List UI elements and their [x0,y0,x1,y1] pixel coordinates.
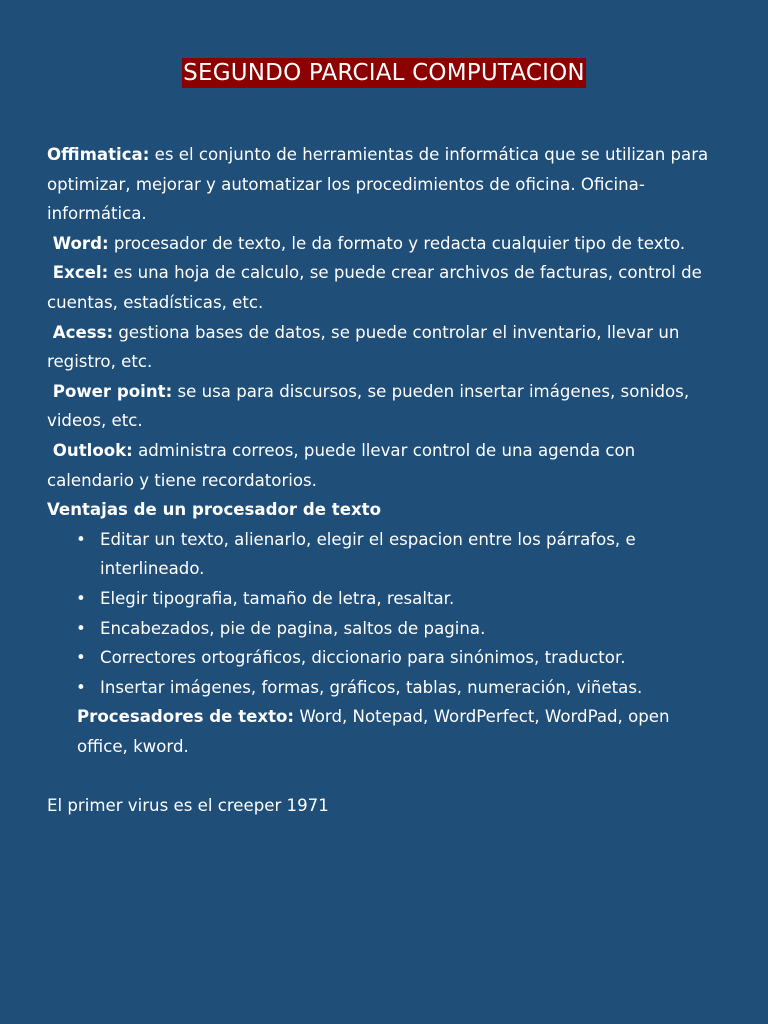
paragraph-acess [47,318,721,377]
list-item-text: Elegir tipografia, tamaño de letra, resaltar. [100,588,455,608]
paragraph-power-point [47,377,721,436]
term-label: Acess: [47,322,114,342]
list-item-text: Encabezados, pie de pagina, saltos de pagina. [100,618,486,638]
title-block [47,0,721,88]
list-item [76,584,721,614]
term-label: Offimatica: [47,145,150,164]
list-item-text: Insertar imágenes, formas, gráficos, tablas, numeración, viñetas. [100,677,643,697]
term-definition: es el conjunto de herramientas de informática que se utilizan para optimizar, mejorar y automatizar los procedimientos de oficina. Oficina-informática. [47,145,709,224]
list-item-text: Correctores ortográficos, diccionario para sinónimos, traductor. [100,648,626,668]
term-label: Excel: [47,263,109,283]
list-item-text: Editar un texto, alienarlo, elegir el espacion entre los párrafos, e interlineado. [100,529,636,579]
paragraph-offimatica [47,140,721,229]
ventajas-heading: Ventajas de un procesador de texto [47,500,381,520]
term-definition: Word, Notepad, WordPerfect, WordPad, open office, kword. [77,707,670,756]
document-body [47,140,721,821]
term-label: Procesadores de texto: [77,707,295,727]
ventajas-list [47,525,721,703]
term-label: Power point: [47,381,173,401]
paragraph-excel [47,258,721,317]
bullet-icon: • [76,529,86,549]
paragraph-procesadores [47,702,721,761]
term-label: Word: [47,233,109,253]
term-definition: se usa para discursos, se pueden insertar imágenes, sonidos, videos, etc. [47,381,690,431]
list-item [76,614,721,644]
term-definition: es una hoja de calculo, se puede crear archivos de facturas, control de cuentas, estadísticas, etc. [47,263,702,312]
paragraph-word [47,229,721,259]
list-item [76,673,721,703]
bullet-icon: • [76,648,86,668]
term-definition: administra correos, puede llevar control de una agenda con calendario y tiene recordatorios. [47,440,636,490]
list-item [76,525,721,584]
list-item [76,643,721,673]
paragraph-outlook [47,436,721,495]
blank-line [47,761,721,791]
bullet-icon: • [76,618,86,638]
paragraph-virus: El primer virus es el creeper 1971 [47,796,329,816]
page-title: SEGUNDO PARCIAL COMPUTACION [183,60,585,86]
term-definition: gestiona bases de datos, se puede controlar el inventario, llevar un registro, etc. [47,322,680,372]
bullet-icon: • [76,677,86,697]
term-definition: procesador de texto, le da formato y redacta cualquier tipo de texto. [108,233,686,253]
bullet-icon: • [76,588,86,608]
term-label: Outlook: [47,440,133,460]
